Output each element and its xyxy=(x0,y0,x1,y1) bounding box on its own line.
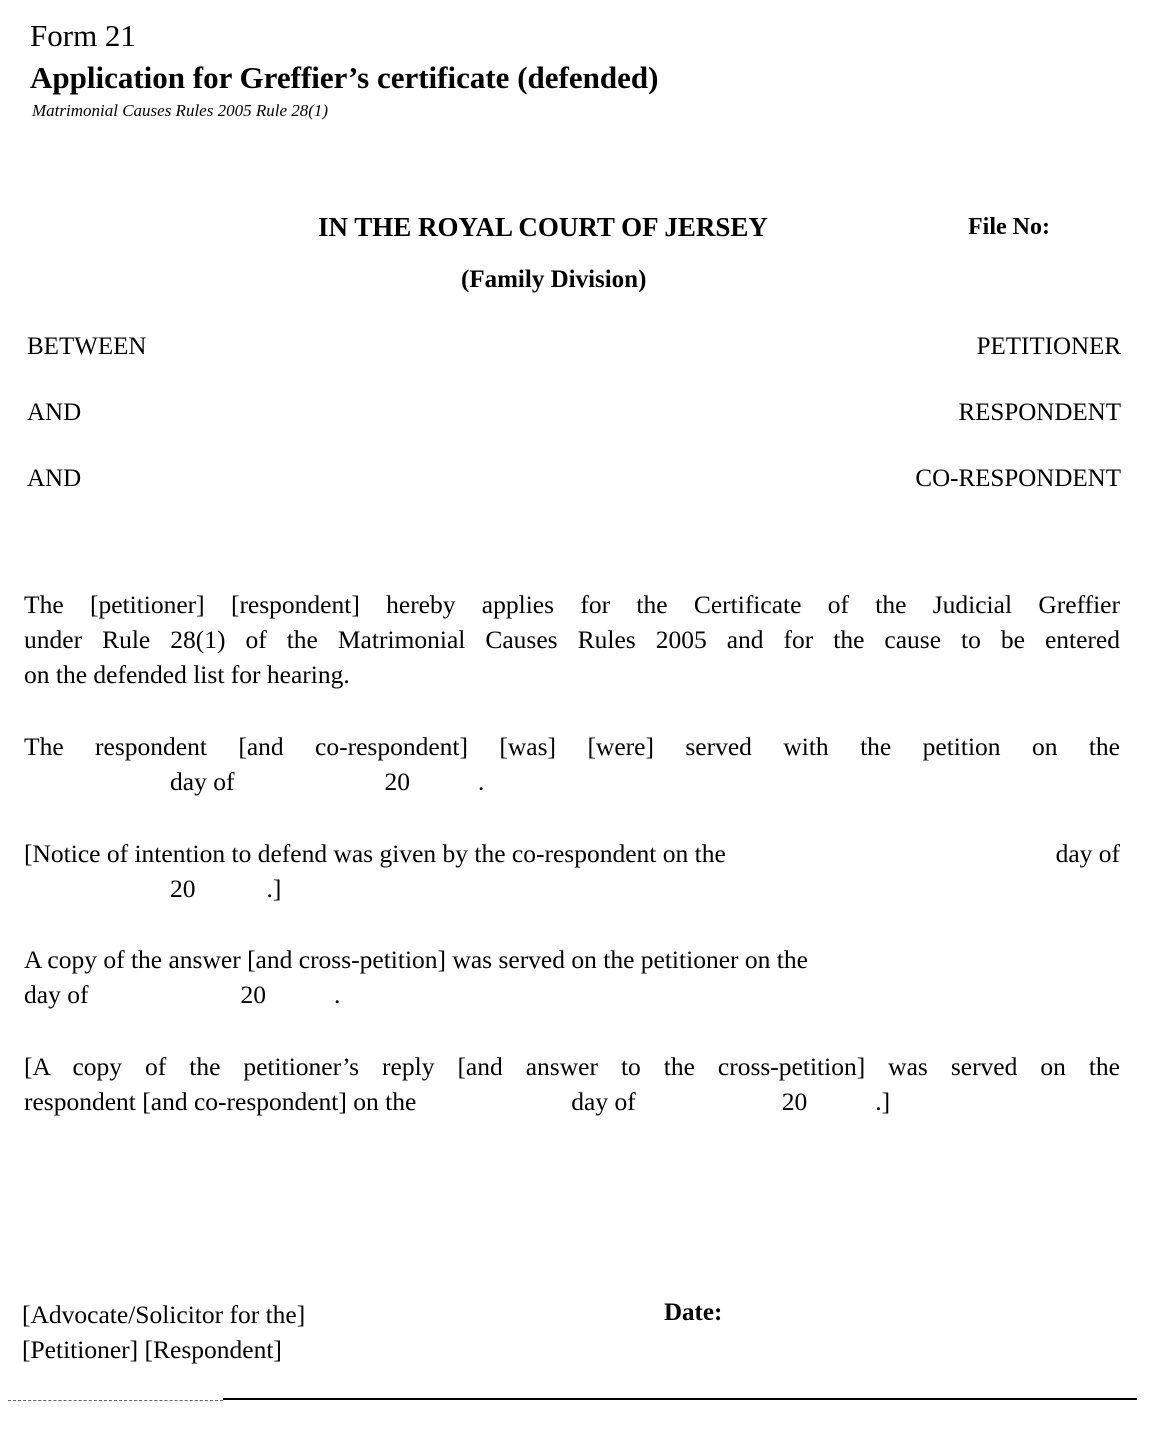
party-left-between: BETWEEN xyxy=(27,333,147,360)
footer-rule-faint-segment xyxy=(8,1398,223,1401)
day-of-label: day of xyxy=(24,980,89,1009)
line-end: .] xyxy=(875,1087,891,1116)
date-label: Date: xyxy=(664,1299,723,1326)
day-of-label: day of xyxy=(1055,839,1120,868)
text-line xyxy=(24,764,1120,799)
text-line: under Rule 28(1) of the Matrimonial Causes Rules 2005 and for the cause to be entered xyxy=(24,625,1120,654)
party-left-and: AND xyxy=(27,399,82,426)
text-line-start: respondent [and co-respondent] on the xyxy=(24,1087,417,1116)
paragraph-reply-served xyxy=(24,1049,1120,1119)
text-line xyxy=(24,836,1120,871)
party-respondent: RESPONDENT xyxy=(958,399,1121,426)
form-subtitle: Matrimonial Causes Rules 2005 Rule 28(1) xyxy=(32,101,329,120)
line-end: . xyxy=(477,767,485,796)
paragraph-notice-to-defend xyxy=(24,836,1120,906)
year-prefix: 20 xyxy=(240,980,266,1009)
text-line-start: [Notice of intention to defend was given by the co-respondent on the xyxy=(24,839,726,868)
year-prefix: 20 xyxy=(781,1087,808,1116)
text-line xyxy=(24,977,1120,1012)
line-end: .] xyxy=(266,874,282,903)
line-end: . xyxy=(333,980,341,1009)
party-petitioner: PETITIONER xyxy=(976,333,1121,360)
day-of-label: day of xyxy=(170,767,235,796)
text-line xyxy=(24,1084,1120,1119)
text-line: The [petitioner] [respondent] hereby applies for the Certificate of the Judicial Greffier xyxy=(24,590,1120,619)
text-line: The respondent [and co-respondent] [was] [were] served with the petition on the xyxy=(24,732,1120,761)
form-number: Form 21 xyxy=(30,18,136,53)
signature-block xyxy=(22,1297,305,1367)
party-co-respondent: CO-RESPONDENT xyxy=(915,465,1121,492)
form-title: Application for Greffier’s certificate (defended) xyxy=(30,60,659,95)
party-left-and-2: AND xyxy=(27,465,82,492)
text-line xyxy=(24,871,1120,906)
paragraph-answer-served xyxy=(24,942,1120,1012)
paragraph-application xyxy=(24,587,1120,692)
text-line: A copy of the answer [and cross-petition] was served on the petitioner on the xyxy=(24,945,808,974)
text-line: on the defended list for hearing. xyxy=(24,660,350,689)
day-of-label: day of xyxy=(571,1087,636,1116)
court-name: IN THE ROYAL COURT OF JERSEY xyxy=(318,212,768,242)
year-prefix: 20 xyxy=(170,874,196,903)
signature-line-1: [Advocate/Solicitor for the] xyxy=(22,1300,306,1329)
year-prefix: 20 xyxy=(384,767,410,796)
court-division: (Family Division) xyxy=(461,266,647,293)
text-line: [A copy of the petitioner’s reply [and answer to the cross-petition] was served on the xyxy=(24,1052,1120,1081)
signature-line-2: [Petitioner] [Respondent] xyxy=(22,1335,282,1364)
file-number-label: File No: xyxy=(968,214,1050,240)
paragraph-service xyxy=(24,729,1120,799)
